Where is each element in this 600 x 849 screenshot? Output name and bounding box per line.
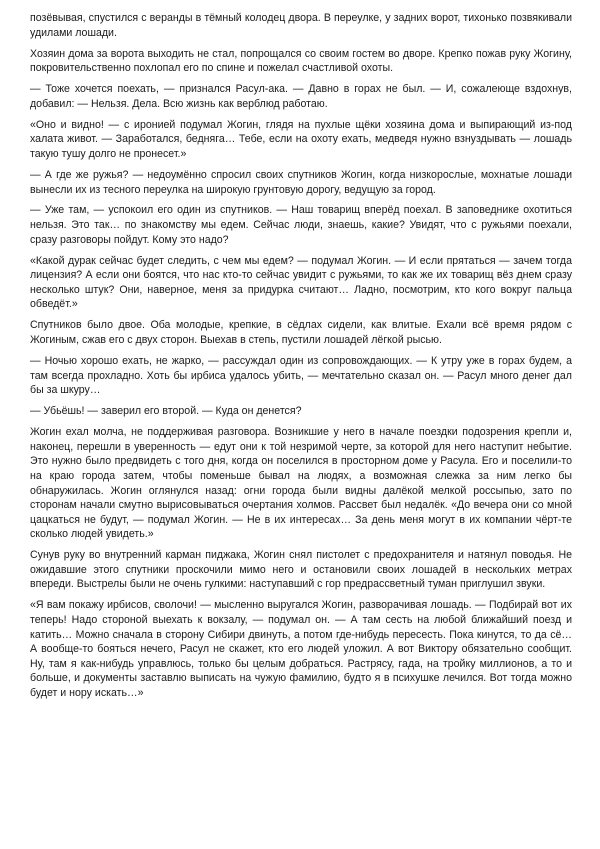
paragraph: — Тоже хочется поехать, — признался Расул-ака. — Давно в горах не был. — И, сожалеюще вздохнув, добавил: — Нельзя. Дела. Всю жизнь как верблюд работаю. [30,83,572,110]
paragraph: Сунув руку во внутренний карман пиджака, Жогин снял пистолет с предохранителя и натянул поводья. Не ожидавшие этого спутники проскочили мимо него и остановили своих лошадей в нескольких метрах впереди. Выстрелы были не очень гулкими: наступавший с гор предрассветный туман приглушил звуки. [30,549,572,591]
paragraph: позёвывая, спустился с веранды в тёмный колодец двора. В переулке, у задних ворот, тихонько позвякивали удилами лошади. [30,12,572,39]
paragraph: — Убьёшь! — заверил его второй. — Куда он денется? [30,405,302,418]
paragraph: Жогин ехал молча, не поддерживая разговора. Возникшие у него в начале поездки подозрения крепли и, наконец, перешли в уверенность — едут они к той незримой черте, за которой для него наступит небытие. Это нужно было предвидеть с того дня, когда он поселился в просторном доме у Расула. Его и поселили-то на краю города затем, чтобы поменьше бывал на людях, а возможная слежка за ним легко бы обнаружилась. Жогин оглянулся назад: огни города были видны далёкой мелкой россыпью, зато по сторонам начали смутно вырисовываться очертания холмов. Рассвет был недалёк. «До вечера они со мной цацкаться не будут, — подумал Жогин. — Не в их интересах… За день меня могут в их компании чёрт-те сколько людей увидеть.» [30,426,572,541]
paragraph: Хозяин дома за ворота выходить не стал, попрощался со своим гостем во дворе. Крепко пожав руку Жогину, покровительственно похлопал его по спине и пожелал счастливой охоты. [30,47,572,75]
paragraph: — А где же ружья? — недоумённо спросил своих спутников Жогин, когда низкорослые, мохнатые лошади вынесли их из тесного переулка на широкую грунтовую дорогу, ведущую за город. [30,168,572,196]
paragraph: «Я вам покажу ирбисов, сволочи! — мысленно выругался Жогин, разворачивая лошадь. — Подбирай вот их теперь! Надо стороной выехать к вокзалу, — подумал он. — А там сесть на любой ближайший поезд и катить… Можно сначала в сторону Сибири двинуть, а потом где-нибудь пересесть. Пока кинутся, то да сё… А вообще-то бояться нечего, Расул не скажет, кто его людей уложил. А вот Виктору обязательно сообщит. Ну, там я как-нибудь управлюсь, только бы целым добраться. Растрясу, гада, на тройку миллионов, а то и больше, и документы заставлю выписать на чужую фамилию, будто я в психушке лечился. Вот тогда можно будет и нору искать…» [30,599,572,700]
book-page [30,11,572,707]
paragraph: — Ночью хорошо ехать, не жарко, — рассуждал один из сопровождающих. — К утру уже в горах будем, а там всегда прохладно. Хоть бы ирбиса удалось убить, — мечтательно сказал он. — Расул много денег дал бы за шкуру… [30,355,572,397]
paragraph: «Оно и видно! — с иронией подумал Жогин, глядя на пухлые щёки хозяина дома и выпирающий из-под халата живот. — Заработался, бедняга… Тебе, если на охоту ехать, медведя нужно взнуздывать — лошадь такую тушу долго не пронесет.» [30,118,572,160]
paragraph: — Уже там, — успокоил его один из спутников. — Наш товарищ вперёд поехал. В заповеднике охотиться нельзя. Это так… по знакомству мы едем. Сейчас люди, знаешь, какие? Увидят, что с ружьями поехали, сразу разговоры пойдут. Кому это надо? [30,204,572,246]
paragraph: «Какой дурак сейчас будет следить, с чем мы едем? — подумал Жогин. — И если прятаться — зачем тогда лицензия? А если они боятся, что нас кто-то сейчас увидит с ружьями, то как же их товарищ вёз днем сразу несколько штук? Они, наверное, меня за придурка считают… Ладно, посмотрим, кто кого вокруг пальца обведёт.» [30,254,572,311]
paragraph: Спутников было двое. Оба молодые, крепкие, в сёдлах сидели, как влитые. Ехали всё время рядом с Жогиным, сжав его с двух сторон. Выехав в степь, пустили лошадей лёгкой рысью. [30,319,572,347]
